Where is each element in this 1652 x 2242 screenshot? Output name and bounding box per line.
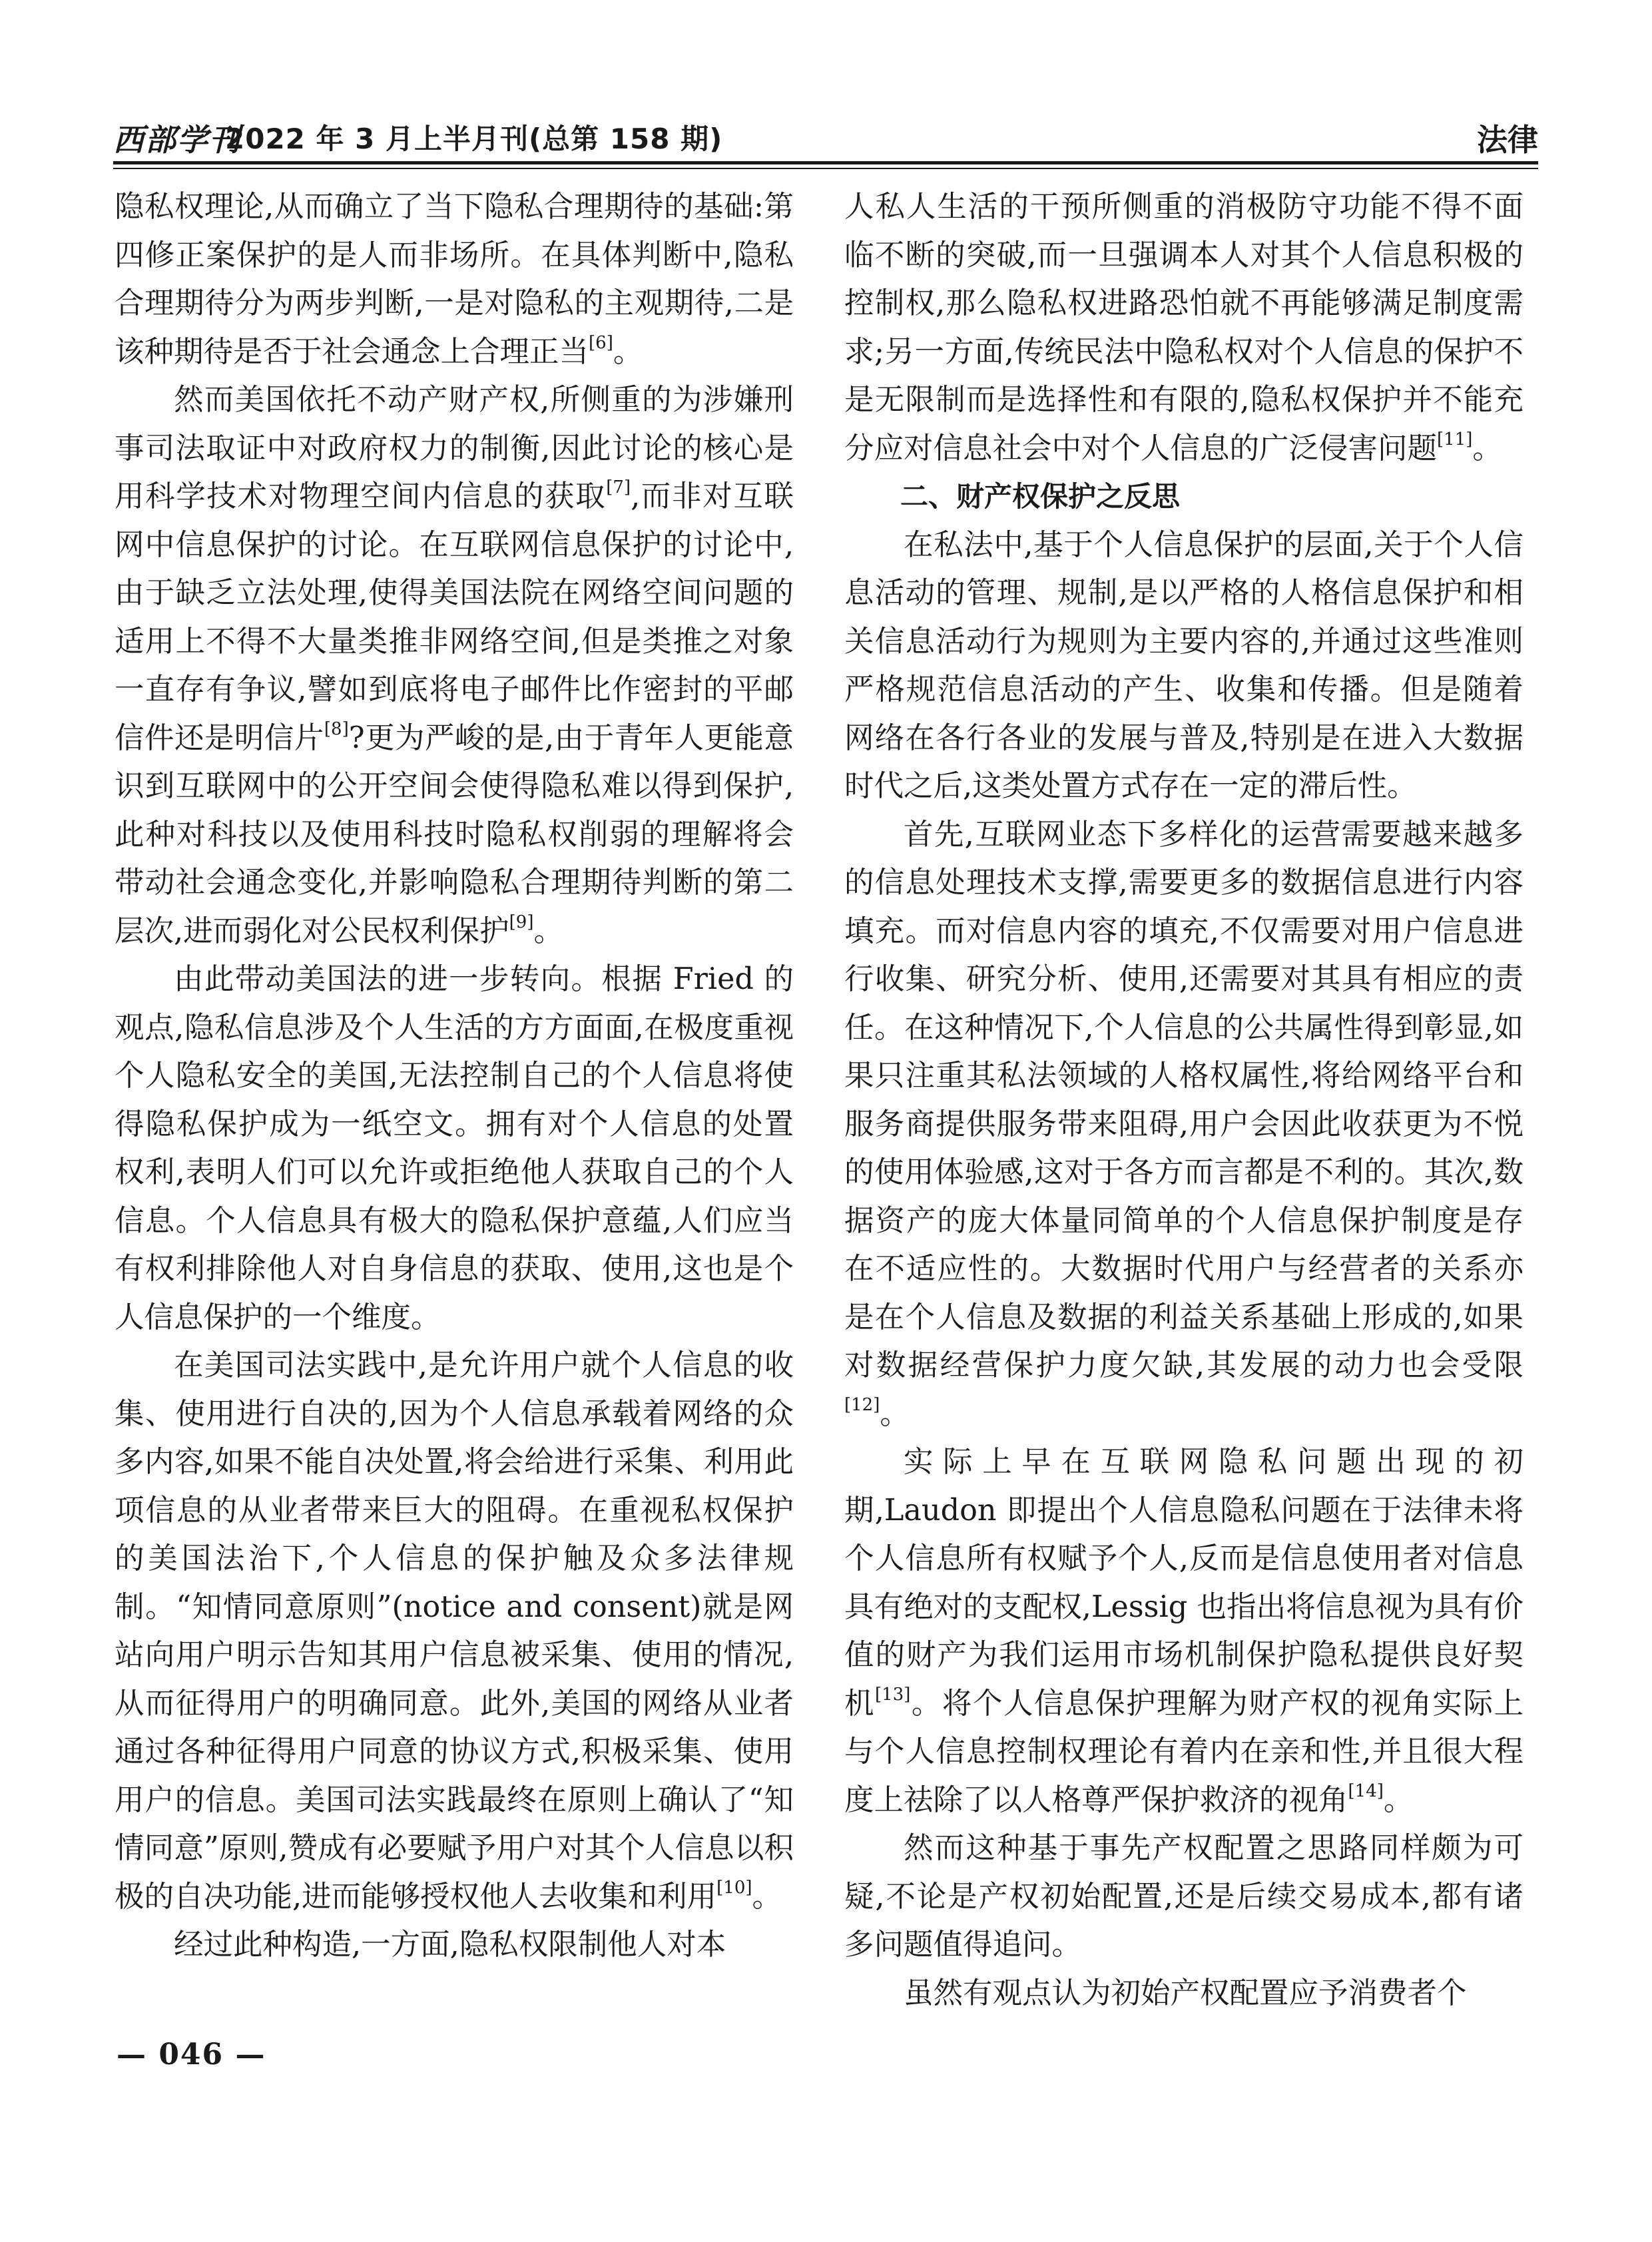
- paragraph: 虽然有观点认为初始产权配置应予消费者个: [904, 1976, 1467, 2010]
- section-label: 法律: [1477, 122, 1538, 158]
- paragraph: 人私人生活的干预所侧重的消极防守功能不得不面临不断的突破,而一旦强调本人对其个人信息积极的控制权,那么隐私权进路恐怕就不再能够满足制度需求;另一方面,传统民法中隐私权对个人信息的保护不是无限制而是选择性和有限的,隐私权保护并不能充分应对信息社会中对个人信息的广泛侵害问题[11]。: [844, 190, 1523, 465]
- header-rule-thin: [113, 168, 1538, 169]
- paragraph: 经过此种构造,一方面,隐私权限制他人对本: [174, 1928, 726, 1962]
- page-number: — 046 —: [117, 2038, 266, 2072]
- citation-ref: [9]: [509, 912, 534, 932]
- citation-ref: [11]: [1437, 429, 1473, 449]
- citation-ref: [10]: [716, 1877, 752, 1898]
- citation-ref: [6]: [589, 332, 613, 353]
- citation-ref: [7]: [606, 477, 631, 497]
- citation-ref: [13]: [875, 1684, 911, 1705]
- page-header: [113, 115, 1538, 156]
- paragraph: 实际上早在互联网隐私问题出现的初期,Laudon 即提出个人信息隐私问题在于法律未将个人信息所有权赋予个人,反而是信息使用者对信息具有绝对的支配权,Lessig 也指出将信息视为具有价值的财产为我们运用市场机制保护隐私提供良好契机[13]。将个人信息保护理解为财产权的视角实际上与个人信息控制权理论有着内在亲和性,并且很大程度上祛除了以人格尊严保护救济的视角[14]。: [844, 1445, 1523, 1817]
- journal-logo: 西部学刊: [113, 122, 241, 158]
- paragraph: 由此带动美国法的进一步转向。根据 Fried 的观点,隐私信息涉及个人生活的方方面面,在极度重视个人隐私安全的美国,无法控制自己的个人信息将使得隐私保护成为一纸空文。拥有对个人信息的处置权利,表明人们可以允许或拒绝他人获取自己的个人信息。个人信息具有极大的隐私保护意蕴,人们应当有权利排除他人对自身信息的获取、使用,这也是个人信息保护的一个维度。: [115, 962, 794, 1334]
- citation-ref: [8]: [324, 718, 349, 739]
- paragraph: 然而这种基于事先产权配置之思路同样颇为可疑,不论是产权初始配置,还是后续交易成本,都有诸多问题值得追问。: [844, 1831, 1523, 1962]
- header-rule-thick: [113, 161, 1538, 164]
- paragraph: 在美国司法实践中,是允许用户就个人信息的收集、使用进行自决的,因为个人信息承载着网络的众多内容,如果不能自决处置,将会给进行采集、利用此项信息的从业者带来巨大的阻碍。在重视私权保护的美国法治下,个人信息的保护触及众多法律规制。“知情同意原则”(notice and consent)就是网站向用户明示告知其用户信息被采集、使用的情况,从而征得用户的明确同意。此外,美国的网络从业者通过各种征得用户同意的协议方式,积极采集、使用用户的信息。美国司法实践最终在原则上确认了“知情同意”原则,赞成有必要赋予用户对其个人信息以积极的自决功能,进而能够授权他人去收集和利用[10]。: [115, 1348, 794, 1914]
- section-heading: 二、财产权保护之反思: [900, 480, 1181, 513]
- paragraph: 隐私权理论,从而确立了当下隐私合理期待的基础:第四修正案保护的是人而非场所。在具体判断中,隐私合理期待分为两步判断,一是对隐私的主观期待,二是该种期待是否于社会通念上合理正当[6]。: [115, 190, 794, 369]
- left-column: [115, 183, 794, 1970]
- paragraph: 然而美国依托不动产财产权,所侧重的为涉嫌刑事司法取证中对政府权力的制衡,因此讨论的核心是用科学技术对物理空间内信息的获取[7],而非对互联网中信息保护的讨论。在互联网信息保护的讨论中,由于缺乏立法处理,使得美国法院在网络空间问题的适用上不得不大量类推非网络空间,但是类推之对象一直存有争议,譬如到底将电子邮件比作密封的平邮信件还是明信片[8]?更为严峻的是,由于青年人更能意识到互联网中的公开空间会使得隐私难以得到保护,此种对科技以及使用科技时隐私权削弱的理解将会带动社会通念变化,并影响隐私合理期待判断的第二层次,进而弱化对公民权利保护[9]。: [115, 383, 794, 948]
- paragraph: 在私法中,基于个人信息保护的层面,关于个人信息活动的管理、规制,是以严格的人格信息保护和相关信息活动行为规则为主要内容的,并通过这些准则严格规范信息活动的产生、收集和传播。但是随着网络在各行各业的发展与普及,特别是在进入大数据时代之后,这类处置方式存在一定的滞后性。: [844, 527, 1523, 803]
- issue-info: 2022 年 3 月上半月刊(总第 158 期): [225, 123, 723, 155]
- citation-ref: [12]: [844, 1394, 880, 1415]
- citation-ref: [14]: [1348, 1781, 1384, 1801]
- paragraph: 首先,互联网业态下多样化的运营需要越来越多的信息处理技术支撑,需要更多的数据信息进行内容填充。而对信息内容的填充,不仅需要对用户信息进行收集、研究分析、使用,还需要对其具有相应的责任。在这种情况下,个人信息的公共属性得到彰显,如果只注重其私法领域的人格权属性,将给网络平台和服务商提供服务带来阻碍,用户会因此收获更为不悦的使用体验感,这对于各方而言都是不利的。其次,数据资产的庞大体量同简单的个人信息保护制度是存在不适应性的。大数据时代用户与经营者的关系亦是在个人信息及数据的利益关系基础上形成的,如果对数据经营保护力度欠缺,其发展的动力也会受限[12]。: [844, 817, 1523, 1431]
- right-column: [844, 183, 1523, 2018]
